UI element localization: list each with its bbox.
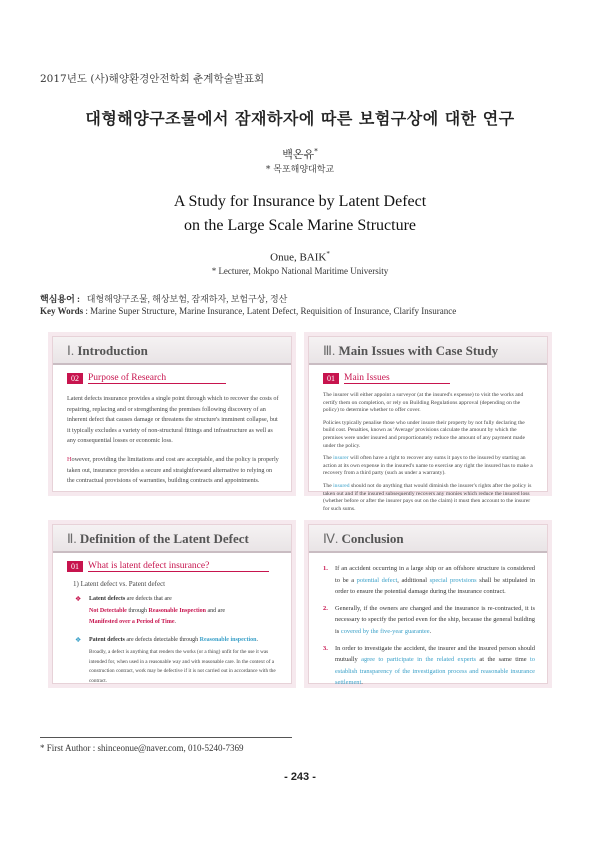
- paragraph-text: will often have a right to recover any sums it pays to the insured by starting an action at its own expense in the insured's name to exercise any right the insured has to make a recovery from a third party (such as under a warranty).: [323, 455, 533, 477]
- subsection-number-badge: 01: [323, 373, 339, 384]
- item-number: 1.: [323, 565, 328, 572]
- bullet-latent-defect: [75, 594, 277, 629]
- paragraph: Latent defects insurance provides a single point through which to recover the costs of repairing, replacing and or strengthening the premises following discovery of an inherent defect that causes damage or threatens the structure's imminent collapse, but it typically excludes a variety of non-structural fittings and infrastructure as well as any consequential losses or economic loss.: [67, 395, 279, 445]
- emphasis: Not Detectable: [89, 607, 127, 614]
- section-number: Ⅱ.: [67, 531, 77, 546]
- paragraph: Policies typically penalise those who under insure their property by not fully declaring the build cost. Penalties, known as 'Average' provisions calculate the amount by which the premises were under insured and proportionately reduce the amount of any payment made under the policy.: [323, 419, 525, 449]
- highlight: potential defect: [356, 576, 398, 584]
- paragraph: [67, 455, 279, 487]
- list-item: [323, 643, 535, 689]
- text: .: [256, 636, 258, 643]
- panel-introduction: [52, 336, 292, 492]
- highlight-term: insured: [333, 482, 350, 489]
- diamond-bullet-icon: ❖: [75, 635, 82, 644]
- section-number: Ⅳ.: [323, 531, 339, 546]
- emphasis: Reasonable Inspection: [148, 607, 207, 614]
- section-title: Main Issues with Case Study: [338, 343, 499, 358]
- emphasis: Manifested over a Period of Time: [89, 619, 175, 625]
- text: Generally, if the owners are changed and the insurance is re-contracted, it is necessary to specify the period even for the ship, because the general building is: [335, 604, 535, 635]
- english-author: [0, 250, 600, 264]
- highlight: agree to participate in the related experts: [361, 656, 477, 664]
- sub-subsection-title: 1) Latent defect vs. Patent defect: [73, 580, 166, 588]
- english-affiliation: * Lecturer, Mokpo National Maritime University: [211, 266, 389, 276]
- highlight: special provisions: [429, 576, 477, 584]
- text: , additional: [397, 576, 430, 584]
- text: .: [361, 679, 363, 687]
- text: through: [126, 607, 149, 614]
- english-keywords-values: : Marine Super Structure, Marine Insurance, Latent Defect, Requisition of Insurance, Clarify Insurance: [85, 306, 457, 316]
- paragraph: [323, 483, 535, 513]
- subsection-label: Purpose of Research: [88, 373, 226, 384]
- text: .: [174, 619, 176, 625]
- english-title: [0, 190, 600, 238]
- text: at the same time: [476, 656, 530, 664]
- english-title-line2: on the Large Scale Marine Structure: [183, 217, 417, 234]
- item-number: 3.: [323, 644, 328, 652]
- korean-author-name: 백온유: [282, 148, 315, 161]
- list-item: [323, 563, 535, 598]
- korean-keywords: [40, 292, 287, 305]
- panel-definition-heading: [53, 525, 291, 553]
- korean-author: [0, 146, 600, 162]
- text: If an accident occurring in a large ship or an offshore structure is considered to be a: [335, 565, 535, 584]
- english-author-mark: *: [326, 250, 330, 258]
- panel-main-issues: [308, 336, 548, 512]
- korean-keywords-values: 대형해양구조물, 해상보험, 잠재하자, 보험구상, 정산: [86, 294, 288, 304]
- korean-title: 대형해양구조물에서 잠재하자에 따른 보험구상에 대한 연구: [85, 109, 515, 128]
- english-keywords-label: Key Words: [40, 306, 84, 316]
- highlight: to establish transparency of the investigation process and reasonable insurance settlement: [335, 656, 535, 687]
- panel-conclusion: [308, 524, 548, 687]
- conclusion-list: [323, 563, 535, 689]
- section-title: Introduction: [77, 343, 148, 358]
- paragraph-text: The: [323, 482, 334, 489]
- main-issues-body: [323, 392, 535, 513]
- text: shall be stipulated in order to ensure the potential damage during the insurance contract.: [335, 576, 535, 596]
- subsection-label: Main Issues: [344, 373, 450, 384]
- panel-main-issues-heading: [309, 337, 547, 365]
- paragraph-text: The: [323, 455, 334, 462]
- subsection-label: What is latent defect insurance?: [88, 561, 269, 572]
- diamond-bullet-icon: ❖: [75, 595, 82, 603]
- dropcap-letter: H: [67, 455, 72, 463]
- panel-conclusion-heading: [309, 525, 547, 553]
- highlight: covered by the five-year guarantee: [340, 627, 430, 635]
- paragraph-text: owever, providing the limitations and cost are acceptable, and the policy is properly taken out, insurance provides a secure and straightforward alternative to relying on the contractual provisions of warranties, building contracts and appointments.: [67, 455, 279, 485]
- term: Patent defects: [89, 636, 125, 643]
- subsection-title: [67, 561, 291, 572]
- text: are defects that are: [125, 596, 172, 602]
- text: .: [429, 627, 432, 635]
- panel-introduction-heading: [53, 337, 291, 365]
- english-author-name: Onue, BAIK: [270, 251, 327, 264]
- section-number: Ⅲ.: [323, 343, 336, 358]
- korean-affiliation: * 목포해양대학교: [265, 165, 335, 175]
- text: In order to investigate the accident, the insurer and the insured person should mutually: [335, 644, 535, 664]
- patent-defect-detail: Broadly, a defect is anything that renders the works (or a thing) unfit for the use it was intended for, when used in a reasonable way and with reasonable care. In the context of a construction contract, work may be defective if it is not carried out in accordance with the contract.: [89, 649, 276, 684]
- term: Latent defects: [89, 596, 126, 602]
- section-title: Conclusion: [341, 531, 404, 546]
- text: and are: [206, 607, 226, 614]
- subsection-number-badge: 02: [67, 373, 83, 384]
- subsection-title: [67, 373, 291, 384]
- emphasis: Reasonable inspection: [199, 636, 257, 643]
- text: are defects detectable through: [124, 636, 200, 643]
- list-item: [323, 603, 535, 638]
- bullet-patent-defect: [75, 635, 277, 647]
- korean-keywords-label: 핵심용어 :: [40, 294, 81, 304]
- conference-header: 2017년도 (사)해양환경안전학회 춘계학술발표회: [40, 73, 265, 85]
- paragraph-text: should not do anything that would diminish the insurer's rights after the policy is taken out and if the insured subsequently recovers any monies which reduce the insured loss (whether before or after the insurer pays out on the claim) it must then account to the insurer for such sums.: [323, 482, 532, 512]
- item-number: 2.: [323, 604, 328, 612]
- english-title-line1: A Study for Insurance by Latent Defect: [173, 193, 427, 210]
- page-number: - 243 -: [284, 771, 316, 783]
- section-number: Ⅰ.: [67, 343, 75, 358]
- footnote-divider: [40, 737, 292, 738]
- footnote: * First Author : shinceonue@naver.com, 010-5240-7369: [40, 743, 244, 753]
- english-keywords: [40, 306, 456, 316]
- panel-definition: [52, 524, 292, 684]
- paragraph: The insurer will either appoint a surveyor (at the insured's expense) to visit the works and certify them on completion, or rely on Building Regulations approval (depending on the policy) to determine whether to offer cover.: [323, 392, 524, 414]
- section-title: Definition of the Latent Defect: [79, 531, 249, 546]
- conclusion-body: [323, 563, 535, 689]
- introduction-body: [67, 394, 279, 487]
- highlight-term: insurer: [333, 455, 349, 462]
- paragraph: [323, 455, 535, 478]
- subsection-number-badge: 01: [67, 561, 83, 572]
- subsection-title: [323, 373, 547, 384]
- korean-author-mark: *: [314, 147, 318, 156]
